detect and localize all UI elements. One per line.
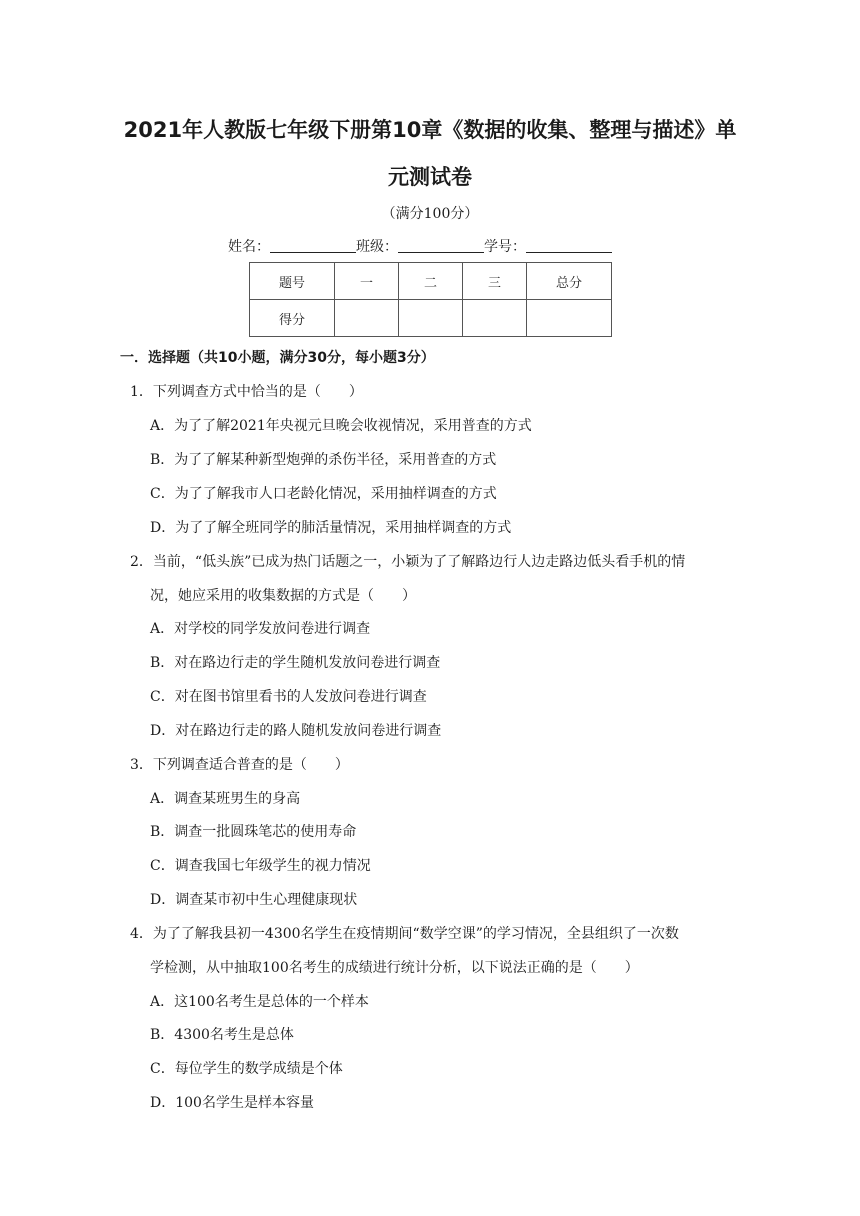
question-2-option-d: D．对在路边行走的路人随机发放问卷进行调查 bbox=[150, 723, 442, 739]
class-blank bbox=[398, 238, 484, 253]
section-heading: 一．选择题（共10小题，满分30分，每小题3分） bbox=[120, 350, 435, 366]
header-cell-number: 题号 bbox=[250, 263, 335, 300]
id-label: 学号： bbox=[484, 239, 526, 255]
question-4-option-d: D．100名学生是样本容量 bbox=[150, 1095, 314, 1111]
header-cell-part-3: 三 bbox=[463, 263, 527, 300]
question-4-option-c: C．每位学生的数学成绩是个体 bbox=[150, 1061, 343, 1077]
question-3-option-a: A．调查某班男生的身高 bbox=[150, 791, 301, 807]
header-cell-total: 总分 bbox=[527, 263, 612, 300]
question-1-option-b: B．为了了解某种新型炮弹的杀伤半径，采用普查的方式 bbox=[150, 452, 497, 468]
score-cell-3 bbox=[463, 300, 527, 337]
question-3-option-c: C．调查我国七年级学生的视力情况 bbox=[150, 858, 371, 874]
question-3-option-d: D．调查某市初中生心理健康现状 bbox=[150, 892, 358, 908]
document-title-line-2: 元测试卷 bbox=[388, 165, 472, 189]
question-2-option-a: A．对学校的同学发放问卷进行调查 bbox=[150, 621, 371, 637]
score-table-header-row bbox=[250, 263, 612, 300]
score-table-score-row bbox=[250, 300, 612, 337]
question-4-stem-cont: 学检测，从中抽取100名考生的成绩进行统计分析，以下说法正确的是（ ） bbox=[150, 960, 639, 976]
question-3-option-b: B．调查一批圆珠笔芯的使用寿命 bbox=[150, 824, 357, 840]
name-blank bbox=[270, 238, 356, 253]
id-blank bbox=[526, 238, 612, 253]
question-1-option-d: D．为了了解全班同学的肺活量情况，采用抽样调查的方式 bbox=[150, 520, 512, 536]
question-2-option-c: C．对在图书馆里看书的人发放问卷进行调查 bbox=[150, 689, 427, 705]
score-cell-2 bbox=[399, 300, 463, 337]
name-label: 姓名： bbox=[228, 239, 270, 255]
question-1-stem: 1．下列调查方式中恰当的是（ ） bbox=[130, 384, 363, 400]
header-cell-part-2: 二 bbox=[399, 263, 463, 300]
question-1-option-c: C．为了了解我市人口老龄化情况，采用抽样调查的方式 bbox=[150, 486, 497, 502]
question-2-option-b: B．对在路边行走的学生随机发放问卷进行调查 bbox=[150, 655, 441, 671]
question-4-option-a: A．这100名考生是总体的一个样本 bbox=[150, 994, 369, 1010]
student-info-row bbox=[228, 236, 612, 256]
document-title-line-1: 2021年人教版七年级下册第10章《数据的收集、整理与描述》单 bbox=[123, 118, 737, 142]
question-2-stem: 2．当前，“低头族”已成为热门话题之一，小颖为了了解路边行人边走路边低头看手机的情 bbox=[130, 554, 686, 570]
question-1-option-a: A．为了了解2021年央视元旦晚会收视情况，采用普查的方式 bbox=[150, 418, 532, 434]
score-cell-total bbox=[527, 300, 612, 337]
score-cell-1 bbox=[335, 300, 399, 337]
header-cell-part-1: 一 bbox=[335, 263, 399, 300]
score-table bbox=[249, 262, 612, 337]
score-row-label: 得分 bbox=[250, 300, 335, 337]
question-4-option-b: B．4300名考生是总体 bbox=[150, 1027, 294, 1043]
question-2-stem-cont: 况，她应采用的收集数据的方式是（ ） bbox=[150, 588, 416, 604]
full-score-note: （满分100分） bbox=[381, 206, 479, 222]
question-3-stem: 3．下列调查适合普查的是（ ） bbox=[130, 757, 349, 773]
class-label: 班级： bbox=[356, 239, 398, 255]
question-4-stem: 4．为了了解我县初一4300名学生在疫情期间“数学空课”的学习情况，全县组织了一次数 bbox=[130, 926, 679, 942]
